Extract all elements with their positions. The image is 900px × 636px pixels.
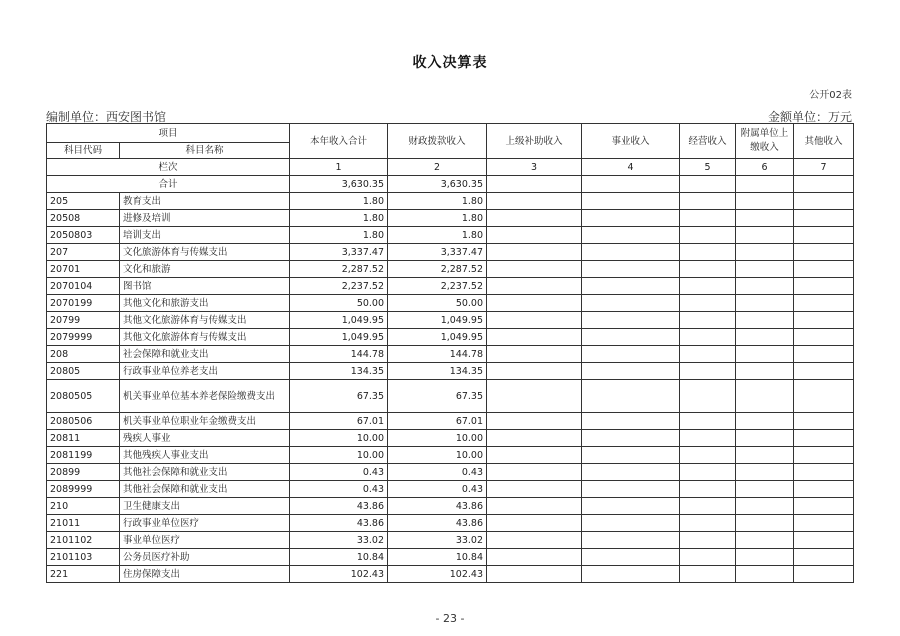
subject-code: 20701 (47, 261, 120, 278)
subject-code: 221 (47, 566, 120, 583)
table-row (47, 413, 854, 430)
fiscal-appropriation-value: 43.86 (388, 515, 487, 532)
table-row (47, 515, 854, 532)
income-final-accounts-table (46, 123, 854, 583)
subject-name: 行政事业单位医疗 (120, 515, 290, 532)
index-cell: 7 (794, 159, 854, 176)
table-row (47, 549, 854, 566)
total-income-value: 43.86 (290, 515, 388, 532)
subject-code: 21011 (47, 515, 120, 532)
page-title: 收入决算表 (412, 55, 488, 71)
subject-name: 残疾人事业 (120, 430, 290, 447)
subject-code: 2079999 (47, 329, 120, 346)
subject-name: 教育支出 (120, 193, 290, 210)
subject-code: 208 (47, 346, 120, 363)
table-row (47, 210, 854, 227)
subject-name: 文化和旅游 (120, 261, 290, 278)
total-income-value: 43.86 (290, 498, 388, 515)
total-income-value: 1,049.95 (290, 329, 388, 346)
subject-name: 机关事业单位基本养老保险缴费支出 (120, 380, 290, 413)
fiscal-appropriation-value: 10.00 (388, 447, 487, 464)
fiscal-appropriation-value: 43.86 (388, 498, 487, 515)
total-income-value: 3,630.35 (290, 176, 388, 193)
fiscal-appropriation-value: 134.35 (388, 363, 487, 380)
fiscal-appropriation-value: 50.00 (388, 295, 487, 312)
table-row (47, 346, 854, 363)
fiscal-appropriation-value: 1,049.95 (388, 329, 487, 346)
table-row (47, 380, 854, 413)
index-row (47, 159, 854, 176)
subject-code: 2070199 (47, 295, 120, 312)
fiscal-appropriation-value: 2,287.52 (388, 261, 487, 278)
total-income-value: 67.01 (290, 413, 388, 430)
fiscal-appropriation-value: 3,337.47 (388, 244, 487, 261)
fiscal-appropriation-value: 33.02 (388, 532, 487, 549)
subject-name: 社会保障和就业支出 (120, 346, 290, 363)
subject-name: 其他文化和旅游支出 (120, 295, 290, 312)
header-superior-subsidy: 上级补助收入 (487, 124, 582, 159)
subject-code: 2081199 (47, 447, 120, 464)
header-operating-income: 经营收入 (680, 124, 736, 159)
subject-code: 2089999 (47, 481, 120, 498)
table-row (47, 278, 854, 295)
organization-label: 编制单位：西安图书馆 (46, 110, 167, 124)
fiscal-appropriation-value: 1.80 (388, 193, 487, 210)
subject-code: 2101102 (47, 532, 120, 549)
table-row (47, 295, 854, 312)
header-total-income: 本年收入合计 (290, 124, 388, 159)
total-income-value: 3,337.47 (290, 244, 388, 261)
table-row (47, 447, 854, 464)
total-income-value: 1.80 (290, 193, 388, 210)
table-row (47, 481, 854, 498)
subject-name: 进修及培训 (120, 210, 290, 227)
form-code: 公开02表 (809, 90, 852, 101)
subject-name: 图书馆 (120, 278, 290, 295)
page-number: - 23 - (435, 612, 465, 625)
total-income-value: 67.35 (290, 380, 388, 413)
subject-code: 207 (47, 244, 120, 261)
table-row (47, 498, 854, 515)
subject-code: 210 (47, 498, 120, 515)
table-row (47, 363, 854, 380)
table-row (47, 312, 854, 329)
total-income-value: 33.02 (290, 532, 388, 549)
fiscal-appropriation-value: 1,049.95 (388, 312, 487, 329)
total-income-value: 10.00 (290, 447, 388, 464)
fiscal-appropriation-value: 102.43 (388, 566, 487, 583)
subject-name: 其他社会保障和就业支出 (120, 481, 290, 498)
table-row (47, 329, 854, 346)
header-subject-code: 科目代码 (47, 143, 120, 159)
header-item: 项目 (47, 124, 290, 143)
table-row (47, 532, 854, 549)
index-cell: 1 (290, 159, 388, 176)
subject-name: 文化旅游体育与传媒支出 (120, 244, 290, 261)
header-other-income: 其他收入 (794, 124, 854, 159)
fiscal-appropriation-value: 144.78 (388, 346, 487, 363)
header-fiscal-appropriation: 财政拨款收入 (388, 124, 487, 159)
subject-name: 机关事业单位职业年金缴费支出 (120, 413, 290, 430)
total-income-value: 1.80 (290, 227, 388, 244)
total-income-value: 2,287.52 (290, 261, 388, 278)
table-row (47, 566, 854, 583)
subject-name: 行政事业单位养老支出 (120, 363, 290, 380)
total-income-value: 1.80 (290, 210, 388, 227)
table-row (47, 464, 854, 481)
total-fiscal-value: 3,630.35 (388, 176, 487, 193)
fiscal-appropriation-value: 10.84 (388, 549, 487, 566)
total-income-value: 134.35 (290, 363, 388, 380)
header-business-income: 事业收入 (582, 124, 680, 159)
table-row (47, 244, 854, 261)
subject-code: 2080505 (47, 380, 120, 413)
total-income-value: 10.00 (290, 430, 388, 447)
subject-code: 20799 (47, 312, 120, 329)
amount-unit-label: 金额单位：万元 (767, 110, 852, 124)
subject-name: 卫生健康支出 (120, 498, 290, 515)
total-label: 合计 (47, 176, 290, 193)
index-cell: 2 (388, 159, 487, 176)
index-cell: 4 (582, 159, 680, 176)
subject-code: 2101103 (47, 549, 120, 566)
subject-code: 20899 (47, 464, 120, 481)
header-subject-name: 科目名称 (120, 143, 290, 159)
total-income-value: 50.00 (290, 295, 388, 312)
total-income-value: 0.43 (290, 481, 388, 498)
table-row (47, 261, 854, 278)
subject-name: 公务员医疗补助 (120, 549, 290, 566)
index-cell: 3 (487, 159, 582, 176)
fiscal-appropriation-value: 1.80 (388, 210, 487, 227)
subject-code: 20805 (47, 363, 120, 380)
table-row (47, 430, 854, 447)
subject-name: 培训支出 (120, 227, 290, 244)
total-income-value: 0.43 (290, 464, 388, 481)
index-label: 栏次 (47, 159, 290, 176)
fiscal-appropriation-value: 2,237.52 (388, 278, 487, 295)
subject-code: 20811 (47, 430, 120, 447)
subject-name: 其他社会保障和就业支出 (120, 464, 290, 481)
total-income-value: 10.84 (290, 549, 388, 566)
fiscal-appropriation-value: 0.43 (388, 464, 487, 481)
subject-name: 其他文化旅游体育与传媒支出 (120, 329, 290, 346)
total-income-value: 1,049.95 (290, 312, 388, 329)
table-row (47, 227, 854, 244)
subject-code: 2070104 (47, 278, 120, 295)
total-row (47, 176, 854, 193)
table-row (47, 193, 854, 210)
subject-code: 2080506 (47, 413, 120, 430)
subject-name: 住房保障支出 (120, 566, 290, 583)
fiscal-appropriation-value: 67.01 (388, 413, 487, 430)
fiscal-appropriation-value: 0.43 (388, 481, 487, 498)
subject-code: 205 (47, 193, 120, 210)
fiscal-appropriation-value: 1.80 (388, 227, 487, 244)
total-income-value: 102.43 (290, 566, 388, 583)
subject-code: 20508 (47, 210, 120, 227)
fiscal-appropriation-value: 10.00 (388, 430, 487, 447)
header-affiliated-income: 附属单位上缴收入 (736, 124, 794, 159)
subject-code: 2050803 (47, 227, 120, 244)
subject-name: 其他残疾人事业支出 (120, 447, 290, 464)
index-cell: 5 (680, 159, 736, 176)
subject-name: 事业单位医疗 (120, 532, 290, 549)
index-cell: 6 (736, 159, 794, 176)
fiscal-appropriation-value: 67.35 (388, 380, 487, 413)
total-income-value: 144.78 (290, 346, 388, 363)
subject-name: 其他文化旅游体育与传媒支出 (120, 312, 290, 329)
total-income-value: 2,237.52 (290, 278, 388, 295)
